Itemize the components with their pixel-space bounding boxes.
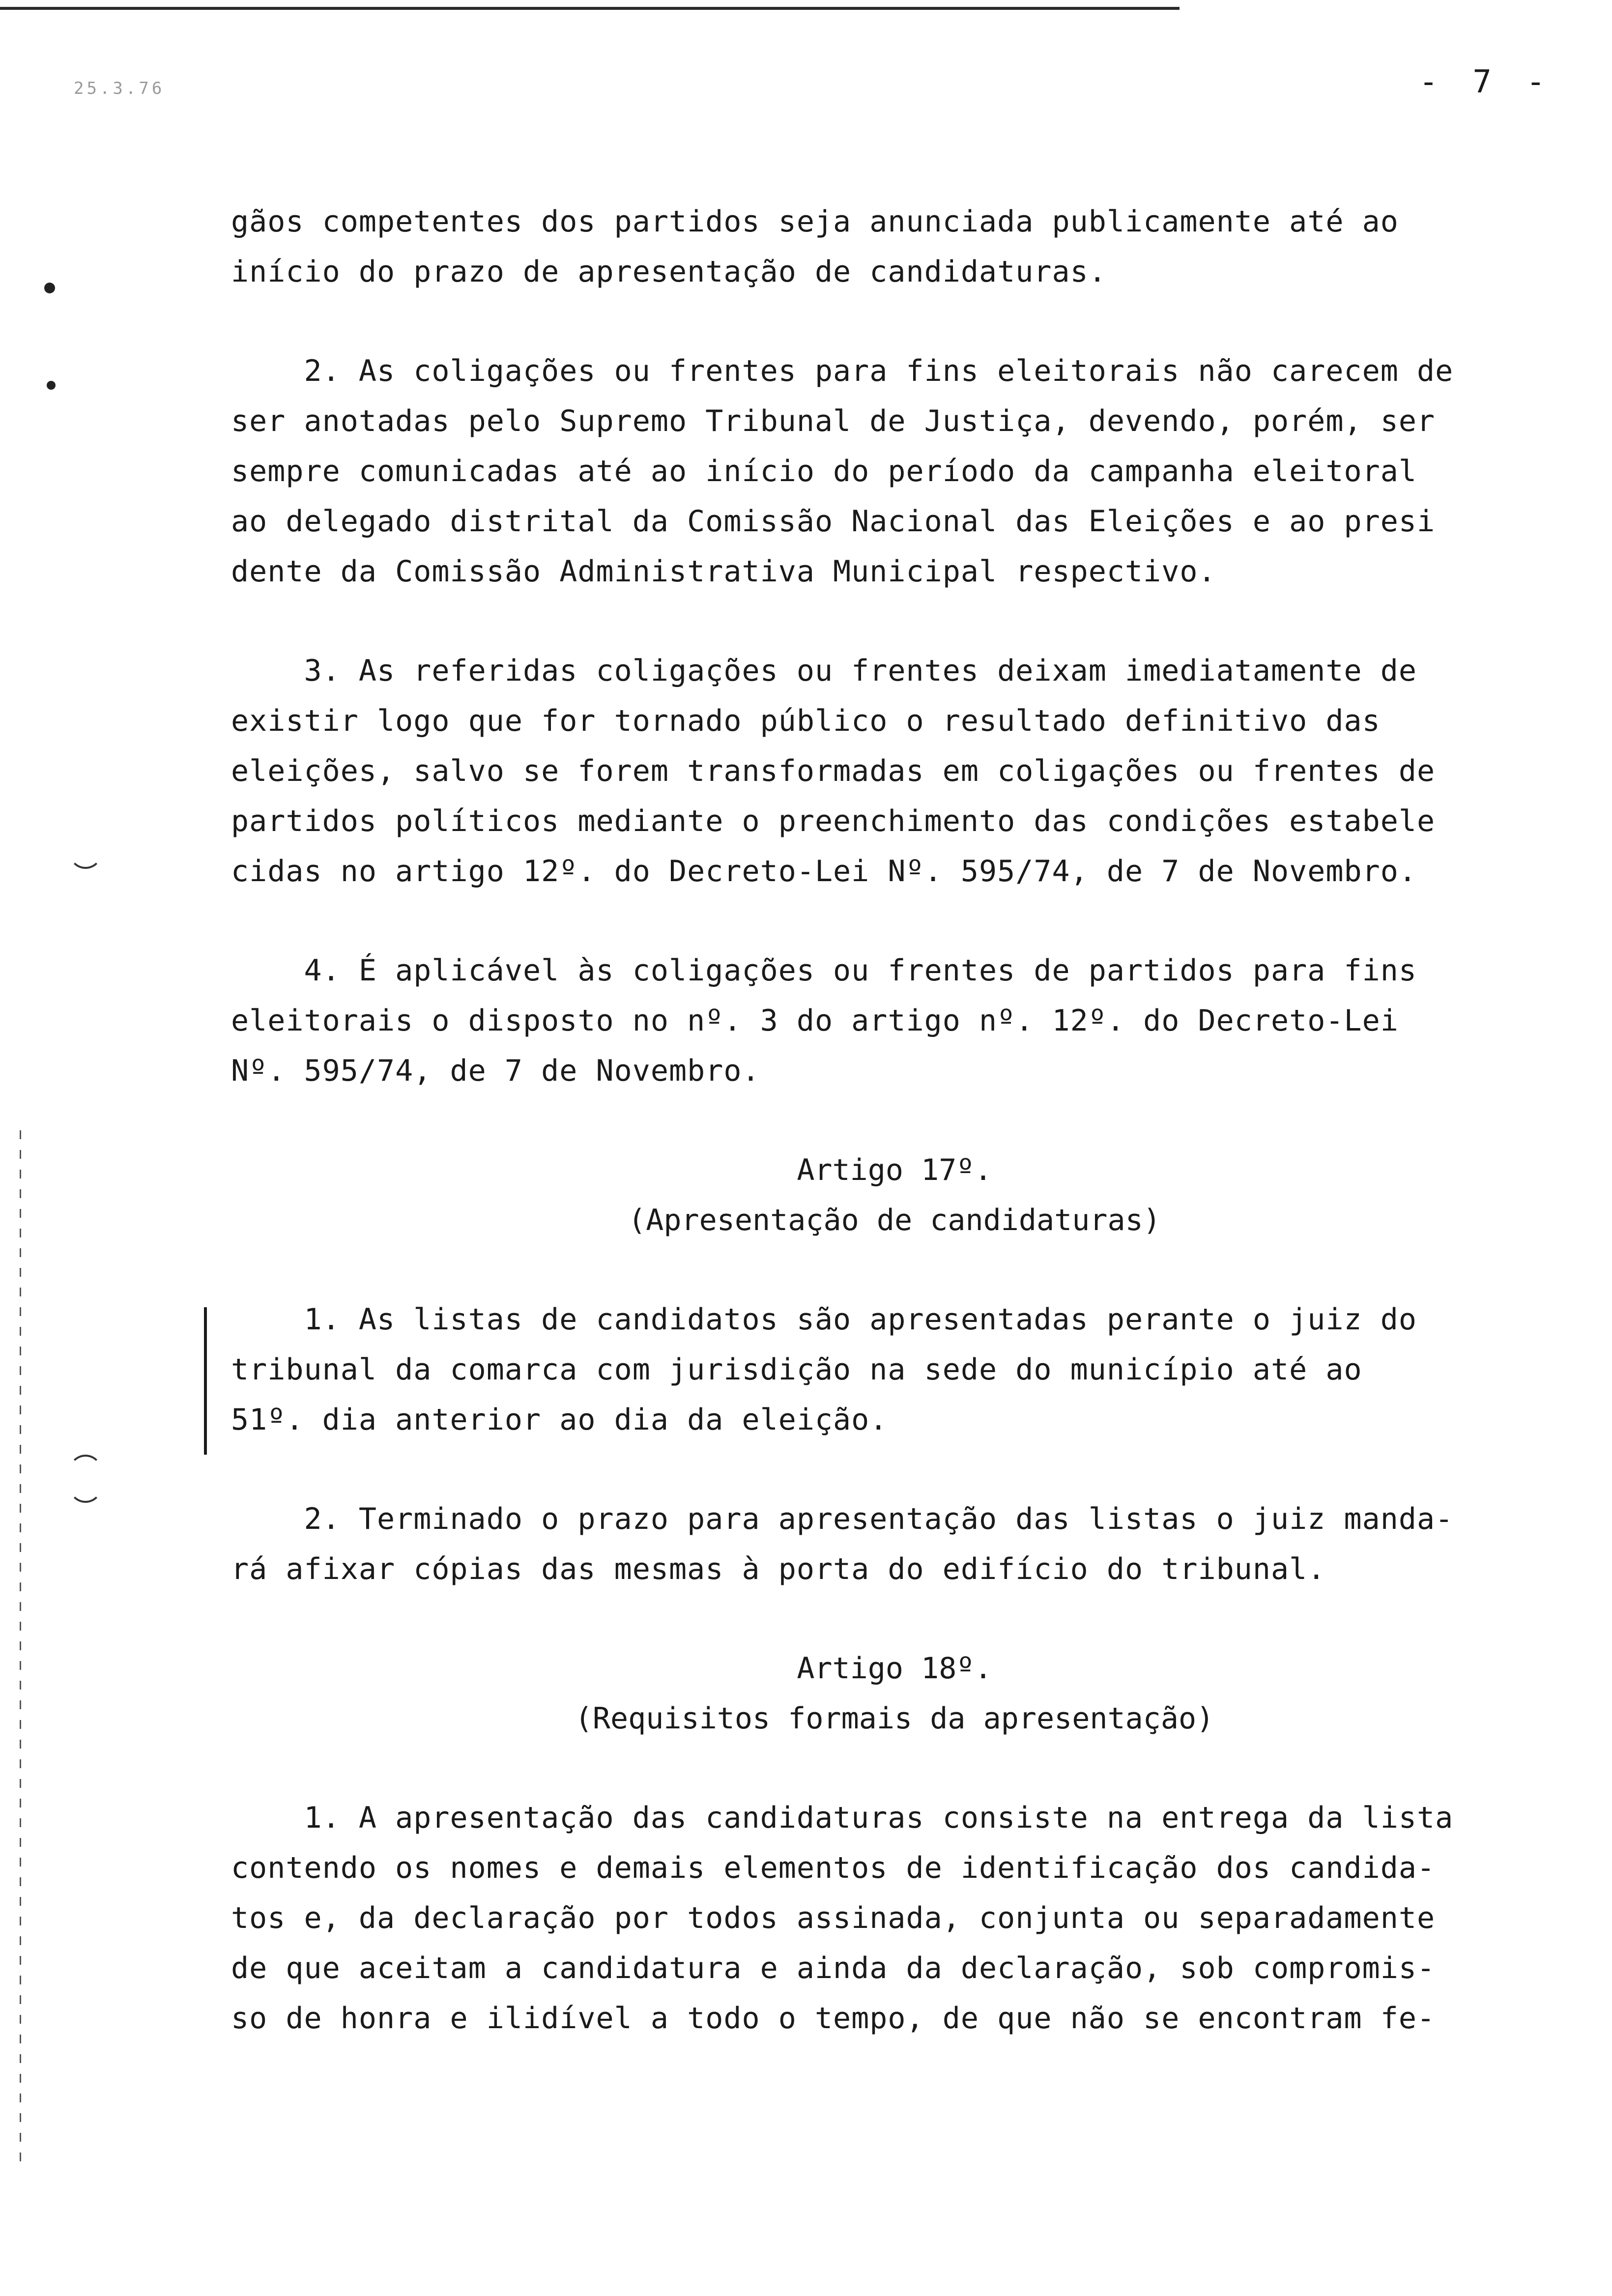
- article-title: Artigo 18º.: [797, 1651, 992, 1686]
- paragraph-2: [231, 346, 1558, 597]
- article-18: [231, 1643, 1558, 2043]
- text-line: tribunal da comarca com jurisdição na sede do município até ao: [231, 1352, 1362, 1387]
- text-line: 1. As listas de candidatos são apresentadas perante o juiz do: [231, 1302, 1417, 1337]
- text-line: so de honra e ilidível a todo o tempo, de que não se encontram fe-: [231, 2001, 1436, 2036]
- article-17-paragraph-1: [231, 1294, 1558, 1445]
- article-18-paragraph-1: [231, 1793, 1558, 2043]
- text-line: cidas no artigo 12º. do Decreto-Lei Nº. 595/74, de 7 de Novembro.: [231, 854, 1417, 889]
- document-body: [231, 197, 1558, 2043]
- top-rule: [0, 7, 1180, 10]
- text-line: partidos políticos mediante o preenchimento das condições estabele: [231, 804, 1436, 838]
- text-line: existir logo que for tornado público o resultado definitivo das: [231, 704, 1381, 738]
- scan-mark: [69, 1469, 102, 1503]
- text-line: início do prazo de apresentação de candidaturas.: [231, 255, 1107, 289]
- text-line: contendo os nomes e demais elementos de identificação dos candida-: [231, 1851, 1436, 1885]
- text-line: Nº. 595/74, de 7 de Novembro.: [231, 1054, 760, 1088]
- paragraph-4: [231, 946, 1558, 1096]
- scan-edge-marks: [20, 1130, 21, 2162]
- scan-mark: [69, 835, 102, 869]
- text-line: 1. A apresentação das candidaturas consiste na entrega da lista: [231, 1801, 1454, 1835]
- text-line: eleições, salvo se forem transformadas em coligações ou frentes de: [231, 754, 1436, 788]
- paragraph-3: [231, 646, 1558, 896]
- article-subtitle: (Apresentação de candidaturas): [628, 1203, 1161, 1237]
- text-line: gãos competentes dos partidos seja anunciada publicamente até ao: [231, 204, 1399, 239]
- margin-bar: [204, 1307, 207, 1455]
- text-line: ao delegado distrital da Comissão Nacional das Eleições e ao presi: [231, 504, 1436, 539]
- text-line: sempre comunicadas até ao início do período da campanha eleitoral: [231, 454, 1417, 488]
- text-line: de que aceitam a candidatura e ainda da declaração, sob compromis-: [231, 1951, 1436, 1985]
- article-subtitle: (Requisitos formais da apresentação): [575, 1701, 1214, 1736]
- text-line: 3. As referidas coligações ou frentes deixam imediatamente de: [231, 654, 1417, 688]
- text-line: 51º. dia anterior ao dia da eleição.: [231, 1403, 888, 1437]
- page-number: - 7 -: [1419, 64, 1553, 100]
- article-17-paragraph-2: [231, 1494, 1558, 1594]
- text-line: 2. As coligações ou frentes para fins eleitorais não carecem de: [231, 354, 1454, 388]
- paragraph-continuation: [231, 197, 1558, 297]
- article-title: Artigo 17º.: [797, 1153, 992, 1187]
- text-line: rá afixar cópias das mesmas à porta do edifício do tribunal.: [231, 1552, 1326, 1586]
- scan-speck: [47, 381, 56, 390]
- text-line: tos e, da declaração por todos assinada, conjunta ou separadamente: [231, 1901, 1436, 1935]
- text-line: 4. É aplicável às coligações ou frentes de partidos para fins: [231, 953, 1417, 988]
- scan-speck: [44, 283, 55, 293]
- text-line: 2. Terminado o prazo para apresentação das listas o juiz manda-: [231, 1502, 1454, 1536]
- article-17: [231, 1145, 1558, 1594]
- date-stamp: 25.3.76: [74, 79, 165, 98]
- text-line: dente da Comissão Administrativa Municipal respectivo.: [231, 554, 1216, 589]
- text-line: eleitorais o disposto no nº. 3 do artigo nº. 12º. do Decreto-Lei: [231, 1004, 1399, 1038]
- text-line: ser anotadas pelo Supremo Tribunal de Justiça, devendo, porém, ser: [231, 404, 1436, 438]
